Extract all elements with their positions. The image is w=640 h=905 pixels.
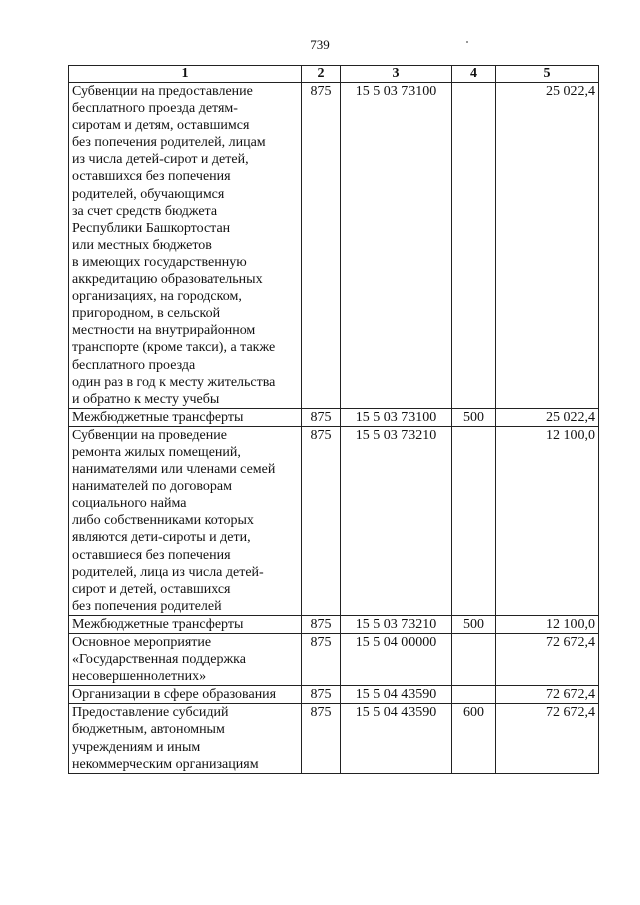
row-ministry-code: 875 <box>302 704 341 773</box>
row-expense-kind <box>452 686 496 704</box>
row-amount: 25 022,4 <box>496 83 599 409</box>
table-row <box>69 83 599 409</box>
row-ministry-code: 875 <box>302 634 341 686</box>
row-amount: 72 672,4 <box>496 686 599 704</box>
row-name: Субвенции на проведение ремонта жилых помещений, нанимателями или членами семей нанимателей по договорам социального найма либо собственниками которых являются дети-сироты и дети, оставшиеся без попечения родителей, лица из числа детей- сирот и детей, оставшихся без попечения родителей <box>69 426 302 615</box>
header-row <box>69 66 599 83</box>
row-amount: 72 672,4 <box>496 634 599 686</box>
row-target-code: 15 5 04 43590 <box>341 686 452 704</box>
row-amount: 25 022,4 <box>496 408 599 426</box>
header-col-4: 4 <box>452 66 496 83</box>
scan-speck <box>466 41 468 43</box>
row-name: Предоставление субсидий бюджетным, автономным учреждениям и иным некоммерческим организациям <box>69 704 302 773</box>
row-expense-kind: 500 <box>452 615 496 633</box>
table-row <box>69 615 599 633</box>
row-expense-kind <box>452 83 496 409</box>
row-name: Основное мероприятие «Государственная поддержка несовершеннолетних» <box>69 634 302 686</box>
table-row <box>69 426 599 615</box>
row-amount: 12 100,0 <box>496 426 599 615</box>
row-expense-kind: 500 <box>452 408 496 426</box>
row-ministry-code: 875 <box>302 426 341 615</box>
row-expense-kind: 600 <box>452 704 496 773</box>
table-row <box>69 408 599 426</box>
row-expense-kind <box>452 426 496 615</box>
row-target-code: 15 5 03 73100 <box>341 83 452 409</box>
header-col-1: 1 <box>69 66 302 83</box>
row-amount: 12 100,0 <box>496 615 599 633</box>
row-amount: 72 672,4 <box>496 704 599 773</box>
row-target-code: 15 5 03 73210 <box>341 426 452 615</box>
row-target-code: 15 5 04 00000 <box>341 634 452 686</box>
row-ministry-code: 875 <box>302 686 341 704</box>
page-number: 739 <box>310 37 330 52</box>
row-ministry-code: 875 <box>302 615 341 633</box>
budget-table <box>68 65 599 774</box>
header-col-5: 5 <box>496 66 599 83</box>
table-row <box>69 686 599 704</box>
row-target-code: 15 5 04 43590 <box>341 704 452 773</box>
row-name: Межбюджетные трансферты <box>69 615 302 633</box>
row-name: Субвенции на предоставление бесплатного проезда детям- сиротам и детям, оставшимся без попечения родителей, лицам из числа детей-сирот и детей, оставшихся без попечения родителей, обучающимся за счет средств бюджета Республики Башкортостан или местных бюджетов в имеющих государственную аккредитацию образовательных организациях, на городском, пригородном, в сельской местности на внутрирайонном транспорте (кроме такси), а также бесплатного проезда один раз в год к месту жительства и обратно к месту учебы <box>69 83 302 409</box>
table-row <box>69 634 599 686</box>
header-col-2: 2 <box>302 66 341 83</box>
row-ministry-code: 875 <box>302 408 341 426</box>
table-row <box>69 704 599 773</box>
row-ministry-code: 875 <box>302 83 341 409</box>
row-target-code: 15 5 03 73100 <box>341 408 452 426</box>
row-target-code: 15 5 03 73210 <box>341 615 452 633</box>
row-name: Межбюджетные трансферты <box>69 408 302 426</box>
row-name: Организации в сфере образования <box>69 686 302 704</box>
header-col-3: 3 <box>341 66 452 83</box>
row-expense-kind <box>452 634 496 686</box>
